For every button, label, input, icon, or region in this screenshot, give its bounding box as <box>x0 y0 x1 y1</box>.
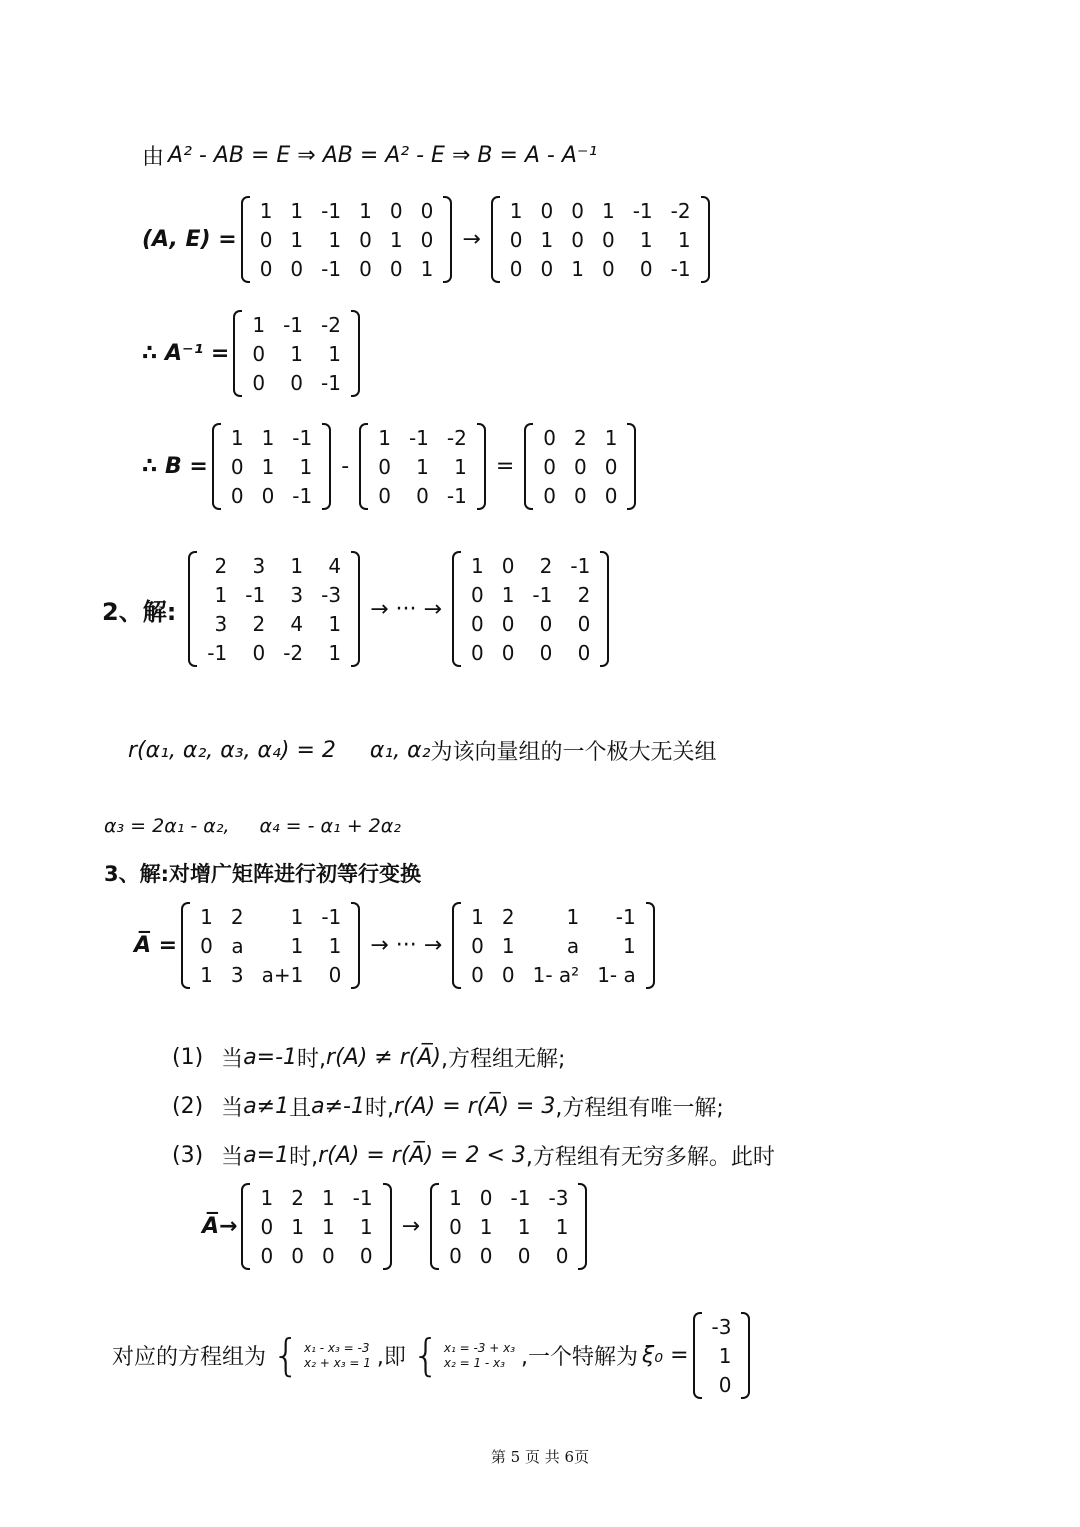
matrix-cell: 1 <box>623 933 636 958</box>
matrix-cell: 1 <box>566 904 580 929</box>
matrix-cell: 0 <box>328 962 342 987</box>
matrix-row <box>198 580 350 609</box>
matrix-cell: 0 <box>321 1243 335 1268</box>
matrix-cell: 0 <box>416 483 429 508</box>
matrix-cell: 1 <box>677 227 691 252</box>
case-formula: r(A) = r(A̅) = 3 <box>393 1094 556 1119</box>
matrix-cell: 4 <box>290 611 304 636</box>
matrix-cell: 1 <box>230 425 244 450</box>
matrix-cell: -1 <box>408 425 429 450</box>
matrix-cell: 1 <box>454 454 467 479</box>
matrix-cell: 0 <box>230 483 244 508</box>
matrix-row <box>462 931 645 960</box>
matrix-cell: 0 <box>501 962 515 987</box>
matrix-row <box>462 960 645 989</box>
matrix-cell: -1 <box>207 640 228 665</box>
matrix-cell: 1 <box>290 933 304 958</box>
matrix-cell: -1 <box>321 904 342 929</box>
matrix-cell: 1 <box>718 1343 732 1368</box>
matrix-cell: 0 <box>479 1185 493 1210</box>
matrix-row <box>534 423 626 452</box>
matrix-cell: 0 <box>540 256 554 281</box>
matrix-cell: 3 <box>252 553 266 578</box>
case-pre: 当 <box>221 1047 244 1072</box>
matrix-cell: 0 <box>604 454 618 479</box>
matrix-cell: 1 <box>328 640 342 665</box>
matrix-cell: -3 <box>711 1314 732 1339</box>
matrix-cell: 1 <box>290 198 304 223</box>
matrix-cell: 0 <box>604 483 618 508</box>
matrix-row <box>462 609 599 638</box>
lhs: ∴ B = <box>142 454 208 479</box>
case-2 <box>172 1091 724 1122</box>
matrix-cell: 0 <box>571 227 584 252</box>
matrix-cell: 0 <box>420 227 434 252</box>
matrix-row <box>198 638 350 667</box>
matrix-ae <box>241 196 453 283</box>
matrix-cell: 1 <box>555 1214 569 1239</box>
matrix-cell: 0 <box>471 933 484 958</box>
matrix-cell: 0 <box>470 611 484 636</box>
arrow: → ··· → <box>370 596 442 622</box>
matrix-row <box>369 452 476 481</box>
matrix-cell: 1 <box>328 933 342 958</box>
matrix-cell: 0 <box>470 582 484 607</box>
particular-solution-label: ξ₀ = <box>642 1343 689 1368</box>
augmented-matrix-line <box>142 196 714 283</box>
matrix-cell: 3 <box>290 582 304 607</box>
matrix-cell: -3 <box>548 1185 569 1210</box>
matrix-row <box>703 1370 741 1399</box>
matrix-cell: 0 <box>359 256 372 281</box>
minus: - <box>341 454 350 479</box>
brace-icon: { <box>272 1329 301 1381</box>
case3-matrix-line <box>202 1183 591 1270</box>
matrix-cell: a <box>566 933 580 958</box>
system-line <box>112 1312 754 1399</box>
particular-solution-vector <box>693 1312 751 1399</box>
equation-system-2 <box>411 1329 515 1381</box>
matrix-cell: 0 <box>555 1243 569 1268</box>
matrix-cell: -2 <box>670 198 691 223</box>
system-mid: ,即 <box>376 1345 406 1370</box>
matrix-cell: 1 <box>517 1214 531 1239</box>
matrix-cell: 0 <box>577 640 591 665</box>
combination-line <box>104 815 401 837</box>
matrix-cell: -1 <box>632 198 653 223</box>
matrix-row <box>251 196 443 225</box>
matrix-cell: 0 <box>378 454 391 479</box>
brace-icon: { <box>411 1329 440 1381</box>
case-3 <box>172 1140 775 1171</box>
arrow: → ··· → <box>370 933 443 958</box>
matrix-cell: 0 <box>252 370 266 395</box>
matrix-augmented <box>181 902 360 989</box>
matrix-cell: 1- a <box>597 962 636 987</box>
matrix-cell: 1 <box>290 341 304 366</box>
matrix-row <box>191 902 350 931</box>
matrix-cell: 0 <box>539 611 553 636</box>
matrix-cell: 0 <box>359 227 372 252</box>
b-line <box>142 423 640 510</box>
matrix-cell: 0 <box>449 1214 462 1239</box>
matrix-cell: 1 <box>261 454 275 479</box>
matrix-cell: 0 <box>252 341 266 366</box>
matrix-cell: 1 <box>501 933 515 958</box>
lhs: A̅ = <box>134 933 178 958</box>
matrix-case3 <box>241 1183 391 1270</box>
system-tail: ,一个特解为 <box>521 1345 638 1370</box>
matrix-row <box>369 423 476 452</box>
q3-header <box>104 858 421 888</box>
q3-label: 3、解:对增广矩阵进行初等行变换 <box>104 862 422 886</box>
matrix-case3-reduced <box>430 1183 587 1270</box>
matrix-cell: 1 <box>328 227 342 252</box>
equation-system-1 <box>272 1329 371 1381</box>
matrix-cell: -1 <box>321 370 341 395</box>
matrix-reduced <box>491 196 710 283</box>
matrix-inverse <box>233 310 360 397</box>
q2-line <box>102 551 613 667</box>
matrix-cell: 1 <box>321 1214 335 1239</box>
matrix-cell: 1 <box>290 904 304 929</box>
matrix-cell: -2 <box>446 425 467 450</box>
case-mid-2: 时, <box>364 1096 394 1121</box>
matrix-cell: 2 <box>501 904 515 929</box>
matrix-cell: 1 <box>290 227 304 252</box>
case-1 <box>172 1042 565 1073</box>
matrix-a-inverse <box>359 423 486 510</box>
case-condition-2: a≠-1 <box>311 1094 365 1119</box>
matrix-row <box>534 481 626 510</box>
matrix-cell: 0 <box>200 933 213 958</box>
matrix-row <box>191 960 350 989</box>
case-pre: 当 <box>221 1096 244 1121</box>
matrix-cell: 0 <box>259 227 273 252</box>
matrix-cell: 0 <box>574 483 587 508</box>
matrix-cell: 0 <box>601 227 615 252</box>
matrix-cell: 1 <box>200 962 213 987</box>
matrix-cell: 3 <box>230 962 244 987</box>
prefix-text: 由 <box>142 145 165 170</box>
matrix-row <box>251 1183 381 1212</box>
matrix-cell: 1 <box>328 611 342 636</box>
matrix-cell: -1 <box>292 483 313 508</box>
equation: x₂ + x₃ = 1 <box>304 1355 371 1370</box>
matrix-cell: -1 <box>670 256 691 281</box>
matrix-cell: -2 <box>283 640 304 665</box>
matrix-row <box>440 1183 577 1212</box>
matrix-cell: 0 <box>291 1243 304 1268</box>
matrix-cell: 0 <box>543 483 557 508</box>
matrix-cell: -1 <box>321 198 342 223</box>
matrix-cell: 0 <box>261 483 275 508</box>
matrix-cell: 0 <box>543 425 557 450</box>
matrix-row <box>222 423 321 452</box>
matrix-cell: 1 <box>378 425 391 450</box>
q3-matrix-line <box>134 902 659 989</box>
matrix-cell: -1 <box>352 1185 373 1210</box>
rank-formula: r(α₁, α₂, α₃, α₄) = 2 <box>128 738 336 763</box>
matrix-row <box>462 551 599 580</box>
case-mid: 时, <box>289 1145 319 1170</box>
matrix-cell: 0 <box>539 640 553 665</box>
matrix-row <box>243 310 350 339</box>
matrix-cell: 0 <box>389 256 403 281</box>
matrix-cell: 0 <box>252 640 266 665</box>
matrix-cell: 1 <box>470 553 484 578</box>
matrix-row <box>251 254 443 283</box>
case-number: (1) <box>172 1045 204 1070</box>
lhs: (A, E) = <box>142 227 237 252</box>
matrix-vectors-reduced <box>452 551 609 667</box>
matrix-cell: 0 <box>501 640 515 665</box>
matrix-cell: 3 <box>214 611 228 636</box>
matrix-cell: 1- a² <box>532 962 580 987</box>
case-formula: r(A) ≠ r(A̅) <box>326 1045 441 1070</box>
case-formula: r(A) = r(A̅) = 2 < 3 <box>318 1143 526 1168</box>
matrix-cell: a+1 <box>261 962 304 987</box>
basis-vectors: α₁, α₂ <box>369 738 431 763</box>
matrix-row <box>369 481 476 510</box>
matrix-row <box>501 225 700 254</box>
matrix-cell: 0 <box>718 1372 732 1397</box>
matrix-cell: 0 <box>501 553 515 578</box>
matrix-row <box>440 1241 577 1270</box>
matrix-cell: 0 <box>290 370 304 395</box>
matrix-cell: 1 <box>359 1214 373 1239</box>
matrix-cell: 0 <box>639 256 653 281</box>
case-mid: 时, <box>297 1047 327 1072</box>
matrix-cell: -2 <box>321 312 341 337</box>
lhs: A̅→ <box>202 1214 238 1239</box>
case-condition: a=-1 <box>243 1045 298 1070</box>
matrix-row <box>222 481 321 510</box>
matrix-cell: 0 <box>509 227 523 252</box>
matrix-row <box>501 254 700 283</box>
matrix-cell: 0 <box>420 198 434 223</box>
arrow: → <box>401 1214 421 1239</box>
matrix-cell: 1 <box>259 198 273 223</box>
matrix-cell: 1 <box>261 425 275 450</box>
derivation-line <box>142 140 597 171</box>
matrix-row <box>191 931 350 960</box>
matrix-cell: -1 <box>615 904 636 929</box>
matrix-cell: -1 <box>510 1185 531 1210</box>
matrix-row <box>703 1312 741 1341</box>
case-result: ,方程组有无穷多解。此时 <box>525 1145 775 1170</box>
case-pre: 当 <box>221 1145 244 1170</box>
matrix-row <box>251 225 443 254</box>
lhs: ∴ A⁻¹ = <box>142 341 230 366</box>
matrix-cell: 0 <box>517 1243 531 1268</box>
matrix-cell: 1 <box>449 1185 462 1210</box>
matrix-augmented-reduced <box>452 902 655 989</box>
matrix-cell: 1 <box>291 1214 304 1239</box>
matrix-cell: 2 <box>230 904 244 929</box>
formula: A² - AB = E ⇒ AB = A² - E ⇒ B = A - A⁻¹ <box>168 143 598 168</box>
matrix-cell: 0 <box>260 1243 274 1268</box>
matrix-cell: -1 <box>283 312 304 337</box>
matrix-cell: 0 <box>540 198 554 223</box>
matrix-cell: 1 <box>601 198 615 223</box>
matrix-row <box>440 1212 577 1241</box>
matrix-cell: 0 <box>359 1243 373 1268</box>
matrix-cell: -1 <box>446 483 467 508</box>
case-mid: 且 <box>289 1096 312 1121</box>
matrix-cell: 1 <box>328 341 341 366</box>
matrix-cell: 1 <box>501 582 515 607</box>
page-footer: 第 5 页 共 6页 <box>490 1448 590 1466</box>
system-prefix: 对应的方程组为 <box>112 1345 267 1370</box>
matrix-cell: 2 <box>577 582 591 607</box>
matrix-cell: 0 <box>449 1243 462 1268</box>
matrix-row <box>222 452 321 481</box>
matrix-cell: -1 <box>292 425 313 450</box>
matrix-cell: 1 <box>540 227 554 252</box>
matrix-row <box>703 1341 741 1370</box>
matrix-row <box>251 1241 381 1270</box>
matrix-cell: -1 <box>570 553 591 578</box>
matrix-cell: 4 <box>328 553 342 578</box>
matrix-cell: 1 <box>509 198 523 223</box>
matrix-row <box>243 339 350 368</box>
equals: = <box>495 454 515 479</box>
matrix-a <box>212 423 331 510</box>
equation: x₂ = 1 - x₃ <box>443 1355 505 1370</box>
matrix-row <box>243 368 350 397</box>
matrix-cell: -1 <box>245 582 266 607</box>
matrix-cell: 0 <box>230 454 244 479</box>
matrix-cell: 1 <box>200 904 213 929</box>
rank-line <box>128 735 717 766</box>
matrix-cell: -1 <box>321 256 342 281</box>
case-condition: a=1 <box>243 1143 290 1168</box>
matrix-cell: 0 <box>571 198 584 223</box>
matrix-cell: 0 <box>577 611 591 636</box>
matrix-row <box>198 609 350 638</box>
matrix-cell: a <box>231 933 244 958</box>
matrix-row <box>251 1212 381 1241</box>
matrix-cell: -3 <box>321 582 342 607</box>
matrix-cell: 1 <box>604 425 618 450</box>
case-number: (2) <box>172 1094 204 1119</box>
matrix-cell: 1 <box>571 256 584 281</box>
matrix-cell: 1 <box>321 1185 335 1210</box>
alpha4-formula: α₄ = - α₁ + 2α₂ <box>259 815 401 837</box>
case-condition: a≠1 <box>243 1094 290 1119</box>
matrix-cell: 1 <box>359 198 372 223</box>
matrix-row <box>462 638 599 667</box>
matrix-cell: 1 <box>420 256 434 281</box>
matrix-cell: 2 <box>574 425 587 450</box>
case-result: ,方程组无解; <box>441 1047 566 1072</box>
matrix-row <box>462 902 645 931</box>
matrix-b <box>524 423 636 510</box>
matrix-cell: 1 <box>299 454 313 479</box>
matrix-cell: 1 <box>290 553 304 578</box>
matrix-cell: 1 <box>260 1185 274 1210</box>
matrix-cell: 1 <box>416 454 429 479</box>
basis-text: 为该向量组的一个极大无关组 <box>430 740 717 765</box>
matrix-cell: 0 <box>543 454 557 479</box>
case-number: (3) <box>172 1143 204 1168</box>
matrix-cell: 0 <box>290 256 304 281</box>
matrix-cell: 1 <box>214 582 228 607</box>
matrix-row <box>501 196 700 225</box>
matrix-cell: 2 <box>252 611 266 636</box>
matrix-cell: -1 <box>532 582 553 607</box>
matrix-row <box>198 551 350 580</box>
equation: x₁ = -3 + x₃ <box>443 1340 515 1355</box>
matrix-cell: 1 <box>252 312 266 337</box>
matrix-cell: 0 <box>479 1243 493 1268</box>
matrix-cell: 0 <box>601 256 615 281</box>
matrix-cell: 2 <box>539 553 553 578</box>
matrix-cell: 1 <box>389 227 403 252</box>
equation: x₁ - x₃ = -3 <box>304 1340 370 1355</box>
matrix-row <box>534 452 626 481</box>
inverse-line <box>142 310 364 397</box>
matrix-cell: 0 <box>389 198 403 223</box>
matrix-cell: 1 <box>639 227 653 252</box>
arrow: → <box>462 227 481 252</box>
matrix-cell: 0 <box>509 256 523 281</box>
case-result: ,方程组有唯一解; <box>555 1096 724 1121</box>
matrix-cell: 2 <box>214 553 228 578</box>
matrix-cell: 0 <box>260 1214 274 1239</box>
matrix-cell: 0 <box>470 640 484 665</box>
matrix-vectors <box>188 551 360 667</box>
matrix-cell: 1 <box>479 1214 493 1239</box>
matrix-cell: 0 <box>574 454 587 479</box>
matrix-cell: 1 <box>471 904 484 929</box>
matrix-cell: 0 <box>378 483 391 508</box>
matrix-row <box>462 580 599 609</box>
matrix-cell: 2 <box>291 1185 304 1210</box>
alpha3-formula: α₃ = 2α₁ - α₂, <box>104 815 230 837</box>
matrix-cell: 0 <box>259 256 273 281</box>
q2-label: 2、解: <box>102 597 177 626</box>
matrix-cell: 0 <box>471 962 484 987</box>
matrix-cell: 0 <box>501 611 515 636</box>
